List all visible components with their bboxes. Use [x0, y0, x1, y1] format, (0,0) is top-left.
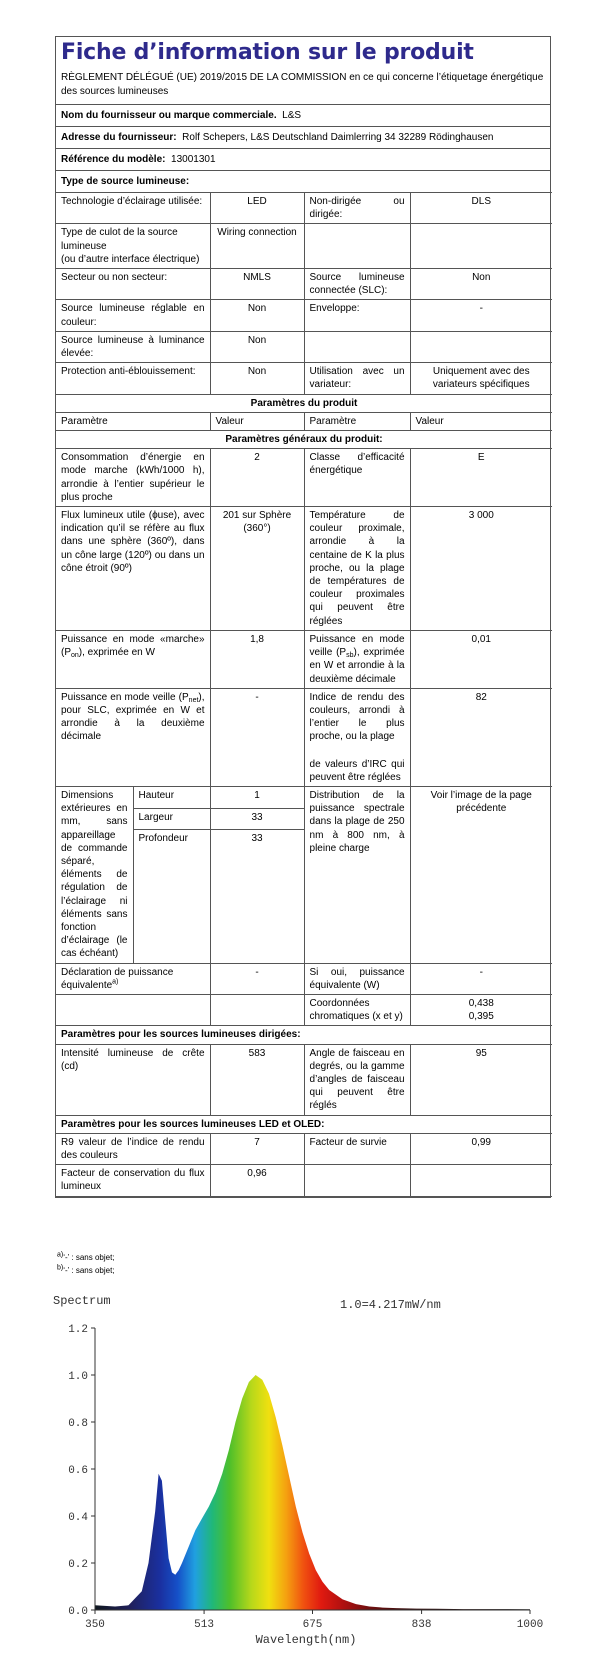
peak-label: Intensité lumineuse de crête (cd) [56, 1044, 210, 1115]
table-row [56, 331, 552, 362]
cri-label: Indice de rendu des couleurs, arrondi à l’entier le plus proche, ou la plage [309, 691, 405, 743]
glare-value: Non [210, 363, 304, 394]
equivw-label: Si oui, puissance équivalente (W) [304, 963, 410, 994]
equiv-footnote-mark: a) [112, 978, 119, 986]
x-tick-label: 1000 [516, 1619, 544, 1631]
spd-value: Voir l’image de la page précédente [410, 786, 552, 963]
cct-value: 3 000 [410, 507, 552, 631]
cls-value: Non [410, 269, 552, 300]
cri-label-cell [304, 688, 410, 786]
color-value: Non [210, 300, 304, 331]
y-tick-label: 0.2 [68, 1559, 88, 1571]
r9-label: R9 valeur de l’indice de rendu des couleurs [56, 1133, 210, 1164]
glare-label: Protection anti-éblouissement: [56, 363, 210, 394]
spectrum-chart [0, 1290, 603, 1675]
y-tick-label: 0.0 [68, 1606, 88, 1618]
energy-label: Consommation d’énergie en mode marche (kWh/1000 h), arrondie à l’entier supérieur le plus proche [56, 449, 210, 507]
psb-label [304, 630, 410, 688]
cri-label-2: de valeurs d’IRC qui peuvent être réglées [309, 758, 405, 783]
col-value-2: Valeur [410, 412, 552, 430]
psb-value: 0,01 [410, 630, 552, 688]
table-row [56, 300, 552, 331]
table-header-row [56, 412, 552, 430]
x-tick-label: 513 [194, 1619, 214, 1631]
y-tick-label: 1.2 [68, 1324, 88, 1336]
spectrum-area [95, 1375, 530, 1610]
pon-label-a: Puissance en mode «marche» (P [61, 633, 205, 659]
chart-annotation: 1.0=4.217mW/nm [340, 1298, 441, 1312]
led-heading: Paramètres pour les sources lumineuses LED et OLED: [56, 1115, 552, 1133]
table-row [56, 688, 552, 786]
chroma-y: 0,395 [468, 1011, 494, 1023]
empty-cell [410, 224, 552, 269]
equiv-value: - [210, 963, 304, 994]
footnote-b-text: ‘-’ : sans objet; [63, 1266, 115, 1275]
cap-label-cell [56, 224, 210, 269]
depth-label: Profondeur [133, 830, 210, 851]
table-row [56, 1044, 552, 1115]
equivw-value: - [410, 963, 552, 994]
empty-cell [210, 994, 304, 1025]
supplier-row [56, 104, 550, 126]
luminance-value: Non [210, 331, 304, 362]
table-row [56, 394, 552, 412]
height-label: Hauteur [133, 786, 210, 808]
height-value: 1 [210, 786, 304, 808]
address-label: Adresse du fournisseur: [61, 132, 177, 143]
chroma-value [410, 994, 552, 1025]
equiv-label-text: Déclaration de puissance équivalente [61, 966, 174, 991]
chart-title: Spectrum [53, 1294, 111, 1308]
address-row [56, 126, 550, 148]
table-row [56, 1026, 552, 1044]
cri-value: 82 [410, 688, 552, 786]
tech-value: LED [210, 193, 304, 224]
psb-label-a: Puissance en mode veille (P [309, 633, 405, 659]
directed-heading: Paramètres pour les sources lumineuses dirigées: [56, 1026, 552, 1044]
psb-label-b: ), exprimée en W et arrondie à la deuxième décimale [309, 647, 405, 685]
supplier-label: Nom du fournisseur ou marque commerciale. [61, 110, 277, 121]
footnotes [57, 1251, 115, 1277]
table-row [56, 193, 552, 224]
chroma-x: 0,438 [468, 997, 494, 1009]
cls-label: Source lumineuse connectée (SLC): [304, 269, 410, 300]
plot-area [68, 1324, 543, 1631]
col-value-1: Valeur [210, 412, 304, 430]
peak-value: 583 [210, 1044, 304, 1115]
empty-cell [210, 851, 304, 963]
source-type-heading: Type de source lumineuse: [56, 170, 550, 192]
empty-cell [56, 994, 210, 1025]
table-row [56, 630, 552, 688]
y-tick-label: 0.8 [68, 1418, 88, 1430]
dimensions-label: Dimensions extérieures en mm, sans appareillage de commande séparé, éléments de régulation de l’éclairage ni éléments sans fonction d’éclairage (le cas échéant) [56, 786, 133, 963]
empty-cell [133, 851, 210, 963]
footnote-a [57, 1251, 115, 1264]
table-row [56, 363, 552, 394]
col-param-2: Paramètre [304, 412, 410, 430]
empty-cell [410, 1165, 552, 1196]
table-row [56, 449, 552, 507]
pnet-label-a: Puissance en mode veille (P [61, 691, 189, 703]
psb-sub: sb [346, 652, 354, 660]
regulation-subtitle: RÈGLEMENT DÉLÉGUÉ (UE) 2019/2015 DE LA COMMISSION en ce qui concerne l’étiquetage énergétique des sources lumineuses [61, 72, 544, 97]
supplier-value: L&S [282, 110, 302, 121]
beam-value: 95 [410, 1044, 552, 1115]
dimmer-value: Uniquement avec des variateurs spécifiques [410, 363, 552, 394]
nondir-label: Non-dirigée ou dirigée: [304, 193, 410, 224]
beam-label: Angle de faisceau en degrés, ou la gamme d’angles de faisceau qui peuvent être réglés [304, 1044, 410, 1115]
cap-label: Type de culot de la source lumineuse [61, 227, 178, 252]
pnet-sub: net [188, 696, 199, 704]
footnote-a-mark: a) [57, 1251, 64, 1259]
nondir-value: DLS [410, 193, 552, 224]
cct-label: Température de couleur proximale, arrondie à la centaine de K la plus proche, ou la plage de températures de couleur proximales qui peuvent être réglées [304, 507, 410, 631]
tech-label: Technologie d’éclairage utilisée: [56, 193, 210, 224]
flux-label: Flux lumineux utile (ϕuse), avec indication qu’il se réfère au flux dans une sphère (360º), dans un cône large (120º) ou dans un cône étroit (90º) [56, 507, 210, 631]
pnet-value: - [210, 688, 304, 786]
class-value: E [410, 449, 552, 507]
general-heading: Paramètres généraux du produit: [56, 431, 552, 449]
luminance-label: Source lumineuse à luminance élevée: [56, 331, 210, 362]
empty-cell [304, 331, 410, 362]
pon-sub: on [71, 652, 79, 660]
table-row [56, 786, 552, 808]
x-tick-label: 350 [85, 1619, 105, 1631]
equiv-label [56, 963, 210, 994]
cap-label-2: (ou d’autre interface électrique) [61, 253, 200, 265]
table-row [56, 507, 552, 631]
empty-cell [304, 224, 410, 269]
footnote-b [57, 1264, 115, 1277]
pon-label [56, 630, 210, 688]
survival-value: 0,99 [410, 1133, 552, 1164]
table-row [56, 269, 552, 300]
class-label: Classe d’efficacité énergétique [304, 449, 410, 507]
table-row [56, 1115, 552, 1133]
dimmer-label: Utilisation avec un variateur: [304, 363, 410, 394]
flux-value: 201 sur Sphère (360°) [210, 507, 304, 631]
survival-label: Facteur de survie [304, 1133, 410, 1164]
mains-value: NMLS [210, 269, 304, 300]
mains-label: Secteur ou non secteur: [56, 269, 210, 300]
pon-label-b: ), exprimée en W [78, 647, 155, 659]
cap-value: Wiring connection [210, 224, 304, 269]
pnet-label [56, 688, 210, 786]
table-row [56, 1133, 552, 1164]
y-tick-label: 0.4 [68, 1512, 88, 1524]
model-label: Référence du modèle: [61, 154, 166, 165]
maintenance-label: Facteur de conservation du flux lumineux [56, 1165, 210, 1196]
envelope-value: - [410, 300, 552, 331]
empty-cell [410, 331, 552, 362]
page-title: Fiche d’information sur le produit [61, 40, 474, 65]
params-heading: Paramètres du produit [56, 394, 552, 412]
r9-value: 7 [210, 1133, 304, 1164]
pon-value: 1,8 [210, 630, 304, 688]
address-value: Rolf Schepers, L&S Deutschland Daimlerring 34 32289 Rödinghausen [182, 132, 494, 143]
empty-cell [304, 1165, 410, 1196]
y-tick-label: 1.0 [68, 1371, 88, 1383]
envelope-label: Enveloppe: [304, 300, 410, 331]
col-param-1: Paramètre [56, 412, 210, 430]
chroma-label: Coordonnées chromatiques (x et y) [304, 994, 410, 1025]
energy-value: 2 [210, 449, 304, 507]
y-tick-label: 0.6 [68, 1465, 88, 1477]
pnet-label-b: ), pour SLC, exprimée en W et arrondie à la deuxième décimale [61, 691, 205, 743]
width-value: 33 [210, 808, 304, 830]
color-label: Source lumineuse réglable en couleur: [56, 300, 210, 331]
width-label: Largeur [133, 808, 210, 830]
maintenance-value: 0,96 [210, 1165, 304, 1196]
model-row [56, 148, 550, 170]
table-row [56, 224, 552, 269]
model-value: 13001301 [171, 154, 216, 165]
spd-label: Distribution de la puissance spectrale dans la plage de 250 nm à 800 nm, à pleine charge [304, 786, 410, 963]
table-row [56, 994, 552, 1025]
table-row [56, 1165, 552, 1196]
x-tick-label: 675 [302, 1619, 323, 1631]
footnote-a-text: ‘-’ : sans objet; [63, 1253, 115, 1262]
footnote-b-mark: b) [57, 1264, 64, 1272]
table-row [56, 431, 552, 449]
specification-table [56, 192, 552, 1197]
product-information-sheet [55, 36, 551, 1198]
depth-value: 33 [210, 830, 304, 851]
x-tick-label: 838 [411, 1619, 432, 1631]
x-axis-label: Wavelength(nm) [255, 1633, 357, 1647]
table-row [56, 963, 552, 994]
